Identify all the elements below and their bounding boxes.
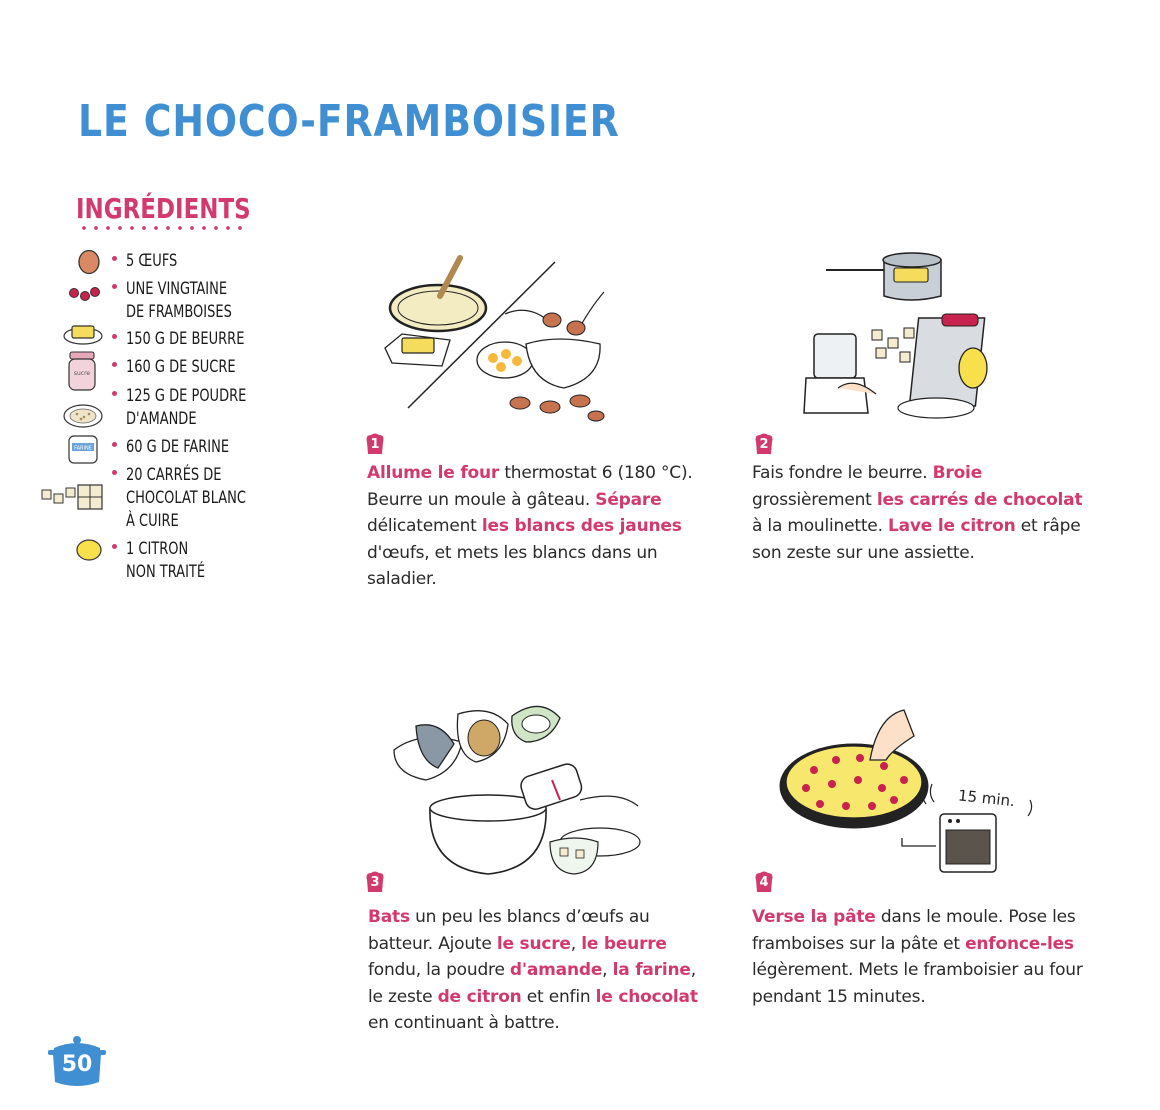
highlighted-text: Broie: [932, 463, 983, 483]
highlighted-text: le sucre: [496, 933, 571, 954]
highlighted-text: Allume le four: [367, 463, 500, 483]
bullet: [112, 362, 117, 367]
step-text-segment: thermostat 6 (180 °C). Beurre un moule à gâteau.: [367, 463, 693, 510]
step-text-segment: ,: [602, 960, 613, 980]
ingredient-text: 5 ŒUFS: [126, 251, 178, 271]
flour-jar-icon: [66, 432, 100, 466]
step-text-segment: d'œufs, et mets les blancs dans un saladier.: [367, 542, 658, 589]
step-3-text: [368, 904, 713, 1037]
bullet: [112, 391, 117, 396]
highlighted-text: Sépare: [595, 489, 662, 510]
bullet: [112, 544, 117, 549]
step-3-number: 3: [370, 875, 380, 890]
bullet: [112, 334, 117, 339]
step-text-segment: à la moulinette.: [752, 516, 888, 536]
step-2-number: 2: [759, 437, 769, 452]
highlighted-text: les blancs des jaunes: [481, 516, 682, 536]
step-1-illustration: [380, 248, 610, 426]
highlighted-text: Verse la pâte: [752, 907, 876, 927]
step-text-segment: délicatement: [367, 516, 482, 536]
sugar-jar-icon: [66, 350, 98, 392]
step-text-segment: et râpe son zeste sur une assiette.: [752, 516, 1081, 563]
highlighted-text: enfonce-les: [965, 933, 1074, 954]
step-2-illustration: [776, 248, 1026, 428]
highlighted-text: le beurre: [581, 933, 667, 954]
highlighted-text: les carrés de chocolat: [876, 489, 1083, 510]
page-number: 50: [61, 1052, 93, 1077]
highlighted-text: la farine: [612, 960, 691, 980]
highlighted-text: de citron: [437, 986, 522, 1007]
bullet: [112, 442, 117, 447]
step-1-number: 1: [370, 437, 380, 452]
ingredient-text: UNE VINGTAINE DE FRAMBOISES: [126, 279, 232, 322]
lemon-icon: [74, 536, 104, 564]
bullet: [112, 256, 117, 261]
step-text-segment: grossièrement: [752, 489, 877, 510]
ingredient-text: 150 G DE BEURRE: [126, 329, 245, 349]
bullet: [112, 470, 117, 475]
white-chocolate-icon: [40, 482, 106, 512]
step-4-text: [752, 904, 1097, 1010]
step-1-text: [367, 460, 712, 593]
raspberries-icon: [66, 282, 104, 304]
page-title: LE CHOCO-FRAMBOISIER: [78, 96, 620, 147]
step-text-segment: ,: [570, 933, 582, 954]
step-text-segment: fondu, la poudre: [368, 960, 510, 980]
ingredients-heading: INGRÉDIENTS: [76, 192, 251, 225]
highlighted-text: d'amande: [509, 960, 603, 980]
butter-icon: [62, 320, 104, 346]
step-4-number: 4: [759, 875, 769, 890]
step-4-illustration: [774, 706, 1094, 882]
step-2-text: [752, 460, 1097, 566]
almond-powder-icon: [62, 402, 104, 430]
svg-text:sucre: sucre: [73, 370, 91, 377]
ingredient-text: 125 G DE POUDRE D'AMANDE: [126, 386, 247, 429]
highlighted-text: Lave le citron: [887, 516, 1016, 536]
step-text-segment: un peu les blancs d’œufs au batteur. Ajoute: [368, 907, 650, 954]
dotted-underline: [78, 225, 248, 231]
step-text-segment: en continuant à battre.: [368, 1013, 560, 1033]
egg-icon: [76, 248, 102, 276]
step-text-segment: légèrement. Mets le framboisier au four pendant 15 minutes.: [752, 960, 1083, 1007]
ingredient-text: 20 CARRÉS DE CHOCOLAT BLANC À CUIRE: [126, 465, 246, 531]
ingredient-text: 60 G DE FARINE: [126, 437, 230, 457]
ingredient-text: 1 CITRON NON TRAITÉ: [126, 539, 206, 582]
svg-text:FARINE: FARINE: [74, 445, 92, 452]
step-text-segment: Fais fondre le beurre.: [752, 463, 933, 483]
highlighted-text: le chocolat: [595, 986, 698, 1007]
highlighted-text: Bats: [368, 907, 410, 927]
bullet: [112, 284, 117, 289]
oven-timer-label: 15 min.: [957, 786, 1016, 811]
ingredient-text: 160 G DE SUCRE: [126, 357, 236, 377]
step-text-segment: , le zeste: [368, 960, 696, 1007]
step-text-segment: dans le moule. Pose les framboises sur la pâte et: [752, 907, 1076, 954]
step-text-segment: et enfin: [521, 986, 596, 1007]
step-3-illustration: [380, 690, 650, 878]
